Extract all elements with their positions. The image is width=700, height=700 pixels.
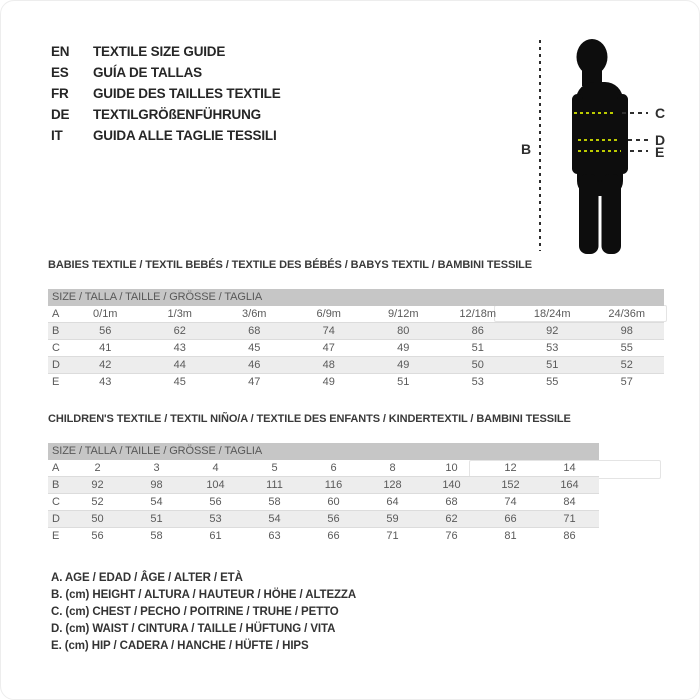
- size-cell: 6/9m: [316, 308, 341, 320]
- size-cell: 84: [563, 496, 576, 508]
- language-code: ES: [51, 65, 69, 80]
- babies-size-table: [48, 289, 664, 390]
- size-cell: 46: [248, 359, 261, 371]
- table-row: [48, 477, 599, 494]
- size-cell: 104: [206, 479, 225, 491]
- size-cell: 12/18m: [459, 308, 497, 320]
- size-cell: 53: [209, 513, 222, 525]
- size-cell: 51: [150, 513, 163, 525]
- size-cell: 51: [397, 376, 410, 388]
- row-label: E: [52, 530, 60, 542]
- language-row-fr: [51, 83, 281, 104]
- size-cell: 54: [268, 513, 281, 525]
- language-row-es: [51, 62, 281, 83]
- row-label: E: [52, 376, 60, 388]
- size-cell: 56: [327, 513, 340, 525]
- language-code: DE: [51, 107, 70, 122]
- size-cell: 116: [324, 479, 343, 491]
- size-cell: 81: [504, 530, 517, 542]
- legend-line-age: A. AGE / EDAD / ÂGE / ALTER / ETÀ: [51, 572, 243, 584]
- table-row: [48, 528, 599, 545]
- language-row-de: [51, 104, 281, 125]
- size-cell: 50: [91, 513, 104, 525]
- height-measure-line-b: [539, 40, 541, 251]
- legend-line-chest: C. (cm) CHEST / PECHO / POITRINE / TRUHE / PETTO: [51, 606, 339, 618]
- size-cell: 58: [150, 530, 163, 542]
- size-cell: 66: [504, 513, 517, 525]
- language-title: TEXTILGRÖßENFÜHRUNG: [93, 107, 261, 122]
- size-cell: 140: [442, 479, 461, 491]
- size-cell: 55: [620, 342, 633, 354]
- size-cell: 68: [248, 325, 261, 337]
- size-cell: 61: [209, 530, 222, 542]
- size-cell: 60: [327, 496, 340, 508]
- size-cell: 55: [546, 376, 559, 388]
- size-cell: 3: [153, 462, 160, 474]
- hip-measure-dash-black: [630, 150, 648, 152]
- size-cell: 2: [94, 462, 101, 474]
- size-cell: 52: [620, 359, 633, 371]
- size-cell: 92: [91, 479, 104, 491]
- table-row: [48, 374, 664, 391]
- size-cell: 152: [501, 479, 520, 491]
- row-label: D: [52, 513, 60, 525]
- size-cell: 68: [445, 496, 458, 508]
- row-label: A: [52, 462, 60, 474]
- size-cell: 63: [268, 530, 281, 542]
- legend-line-waist: D. (cm) WAIST / CINTURA / TAILLE / HÜFTUNG / VITA: [51, 623, 336, 635]
- size-cell: 49: [322, 376, 335, 388]
- language-title: GUIDE DES TAILLES TEXTILE: [93, 86, 281, 101]
- size-cell: 24/36m: [608, 308, 646, 320]
- size-cell: 42: [99, 359, 112, 371]
- size-cell: 8: [389, 462, 396, 474]
- size-cell: 6: [330, 462, 337, 474]
- language-code: EN: [51, 44, 70, 59]
- waist-measure-dash-black: [628, 139, 648, 141]
- language-row-en: [51, 41, 281, 62]
- table-row: [48, 357, 664, 374]
- size-cell: 14: [563, 462, 576, 474]
- size-cell: 51: [546, 359, 559, 371]
- language-title: GUIDA ALLE TAGLIE TESSILI: [93, 128, 277, 143]
- size-cell: 62: [445, 513, 458, 525]
- row-label: C: [52, 342, 60, 354]
- size-cell: 51: [471, 342, 484, 354]
- size-cell: 44: [173, 359, 186, 371]
- size-cell: 49: [397, 359, 410, 371]
- size-cell: 76: [445, 530, 458, 542]
- size-cell: 3/6m: [242, 308, 267, 320]
- size-cell: 111: [266, 479, 283, 491]
- size-cell: 56: [91, 530, 104, 542]
- waist-label-d: D: [655, 132, 666, 148]
- size-cell: 128: [383, 479, 402, 491]
- children-section-heading: CHILDREN'S TEXTILE / TEXTIL NIÑO/A / TEXTILE DES ENFANTS / KINDERTEXTIL / BAMBINI TESSILE: [48, 413, 571, 425]
- size-cell: 86: [471, 325, 484, 337]
- table-row: [48, 511, 599, 528]
- size-cell: 54: [150, 496, 163, 508]
- size-cell: 49: [397, 342, 410, 354]
- size-cell: 41: [99, 342, 112, 354]
- size-cell: 45: [173, 376, 186, 388]
- size-cell: 74: [504, 496, 517, 508]
- size-cell: 53: [471, 376, 484, 388]
- language-title-list: [51, 41, 281, 146]
- size-cell: 9/12m: [387, 308, 419, 320]
- row-label: D: [52, 359, 60, 371]
- size-cell: 92: [546, 325, 559, 337]
- size-cell: 80: [397, 325, 410, 337]
- children-size-table: [48, 443, 599, 544]
- babies-section-heading: BABIES TEXTILE / TEXTIL BEBÉS / TEXTILE DES BÉBÉS / BABYS TEXTIL / BAMBINI TESSILE: [48, 259, 533, 271]
- size-cell: 71: [386, 530, 399, 542]
- size-cell: 64: [386, 496, 399, 508]
- babies-size-header-bar: SIZE / TALLA / TAILLE / GRÖSSE / TAGLIA: [48, 289, 664, 306]
- children-size-header-bar: SIZE / TALLA / TAILLE / GRÖSSE / TAGLIA: [48, 443, 599, 460]
- table-row: [48, 460, 599, 477]
- size-cell: 10: [445, 462, 458, 474]
- size-cell: 164: [560, 479, 579, 491]
- size-cell: 43: [173, 342, 186, 354]
- chest-label-c: C: [655, 105, 666, 121]
- size-cell: 52: [91, 496, 104, 508]
- size-cell: 47: [322, 342, 335, 354]
- height-label-b: B: [521, 141, 532, 157]
- size-cell: 71: [563, 513, 576, 525]
- chest-measure-dash-green: [574, 112, 615, 114]
- size-cell: 58: [268, 496, 281, 508]
- size-cell: 48: [322, 359, 335, 371]
- table-row: [48, 494, 599, 511]
- size-cell: 59: [386, 513, 399, 525]
- size-cell: 50: [471, 359, 484, 371]
- size-cell: 12: [504, 462, 517, 474]
- language-title: TEXTILE SIZE GUIDE: [93, 44, 226, 59]
- size-cell: 5: [271, 462, 278, 474]
- size-cell: 56: [209, 496, 222, 508]
- size-cell: 98: [150, 479, 163, 491]
- legend-line-hip: E. (cm) HIP / CADERA / HANCHE / HÜFTE / HIPS: [51, 640, 309, 652]
- language-code: IT: [51, 128, 63, 143]
- size-cell: 43: [99, 376, 112, 388]
- size-cell: 56: [99, 325, 112, 337]
- row-label: A: [52, 308, 60, 320]
- language-title: GUÍA DE TALLAS: [93, 65, 202, 80]
- language-code: FR: [51, 86, 69, 101]
- language-row-it: [51, 125, 281, 146]
- size-cell: 0/1m: [93, 308, 118, 320]
- hip-measure-dash-green: [578, 150, 621, 152]
- table-row: [48, 323, 664, 340]
- table-row: [48, 340, 664, 357]
- hip-label-e: E: [655, 144, 665, 160]
- size-cell: 74: [322, 325, 335, 337]
- size-cell: 86: [563, 530, 576, 542]
- size-cell: 66: [327, 530, 340, 542]
- measurement-legend: [51, 570, 356, 655]
- row-label: B: [52, 325, 60, 337]
- size-cell: 53: [546, 342, 559, 354]
- size-cell: 98: [620, 325, 633, 337]
- waist-measure-dash-green: [578, 139, 619, 141]
- size-cell: 1/3m: [167, 308, 192, 320]
- table-row: [48, 306, 664, 323]
- size-cell: 57: [620, 376, 633, 388]
- chest-measure-dash-black: [622, 112, 648, 114]
- legend-line-height: B. (cm) HEIGHT / ALTURA / HAUTEUR / HÖHE / ALTEZZA: [51, 589, 357, 601]
- size-cell: 4: [212, 462, 219, 474]
- row-label: B: [52, 479, 60, 491]
- size-cell: 18/24m: [533, 308, 571, 320]
- row-label: C: [52, 496, 60, 508]
- size-cell: 45: [248, 342, 261, 354]
- size-cell: 62: [173, 325, 186, 337]
- size-cell: 47: [248, 376, 261, 388]
